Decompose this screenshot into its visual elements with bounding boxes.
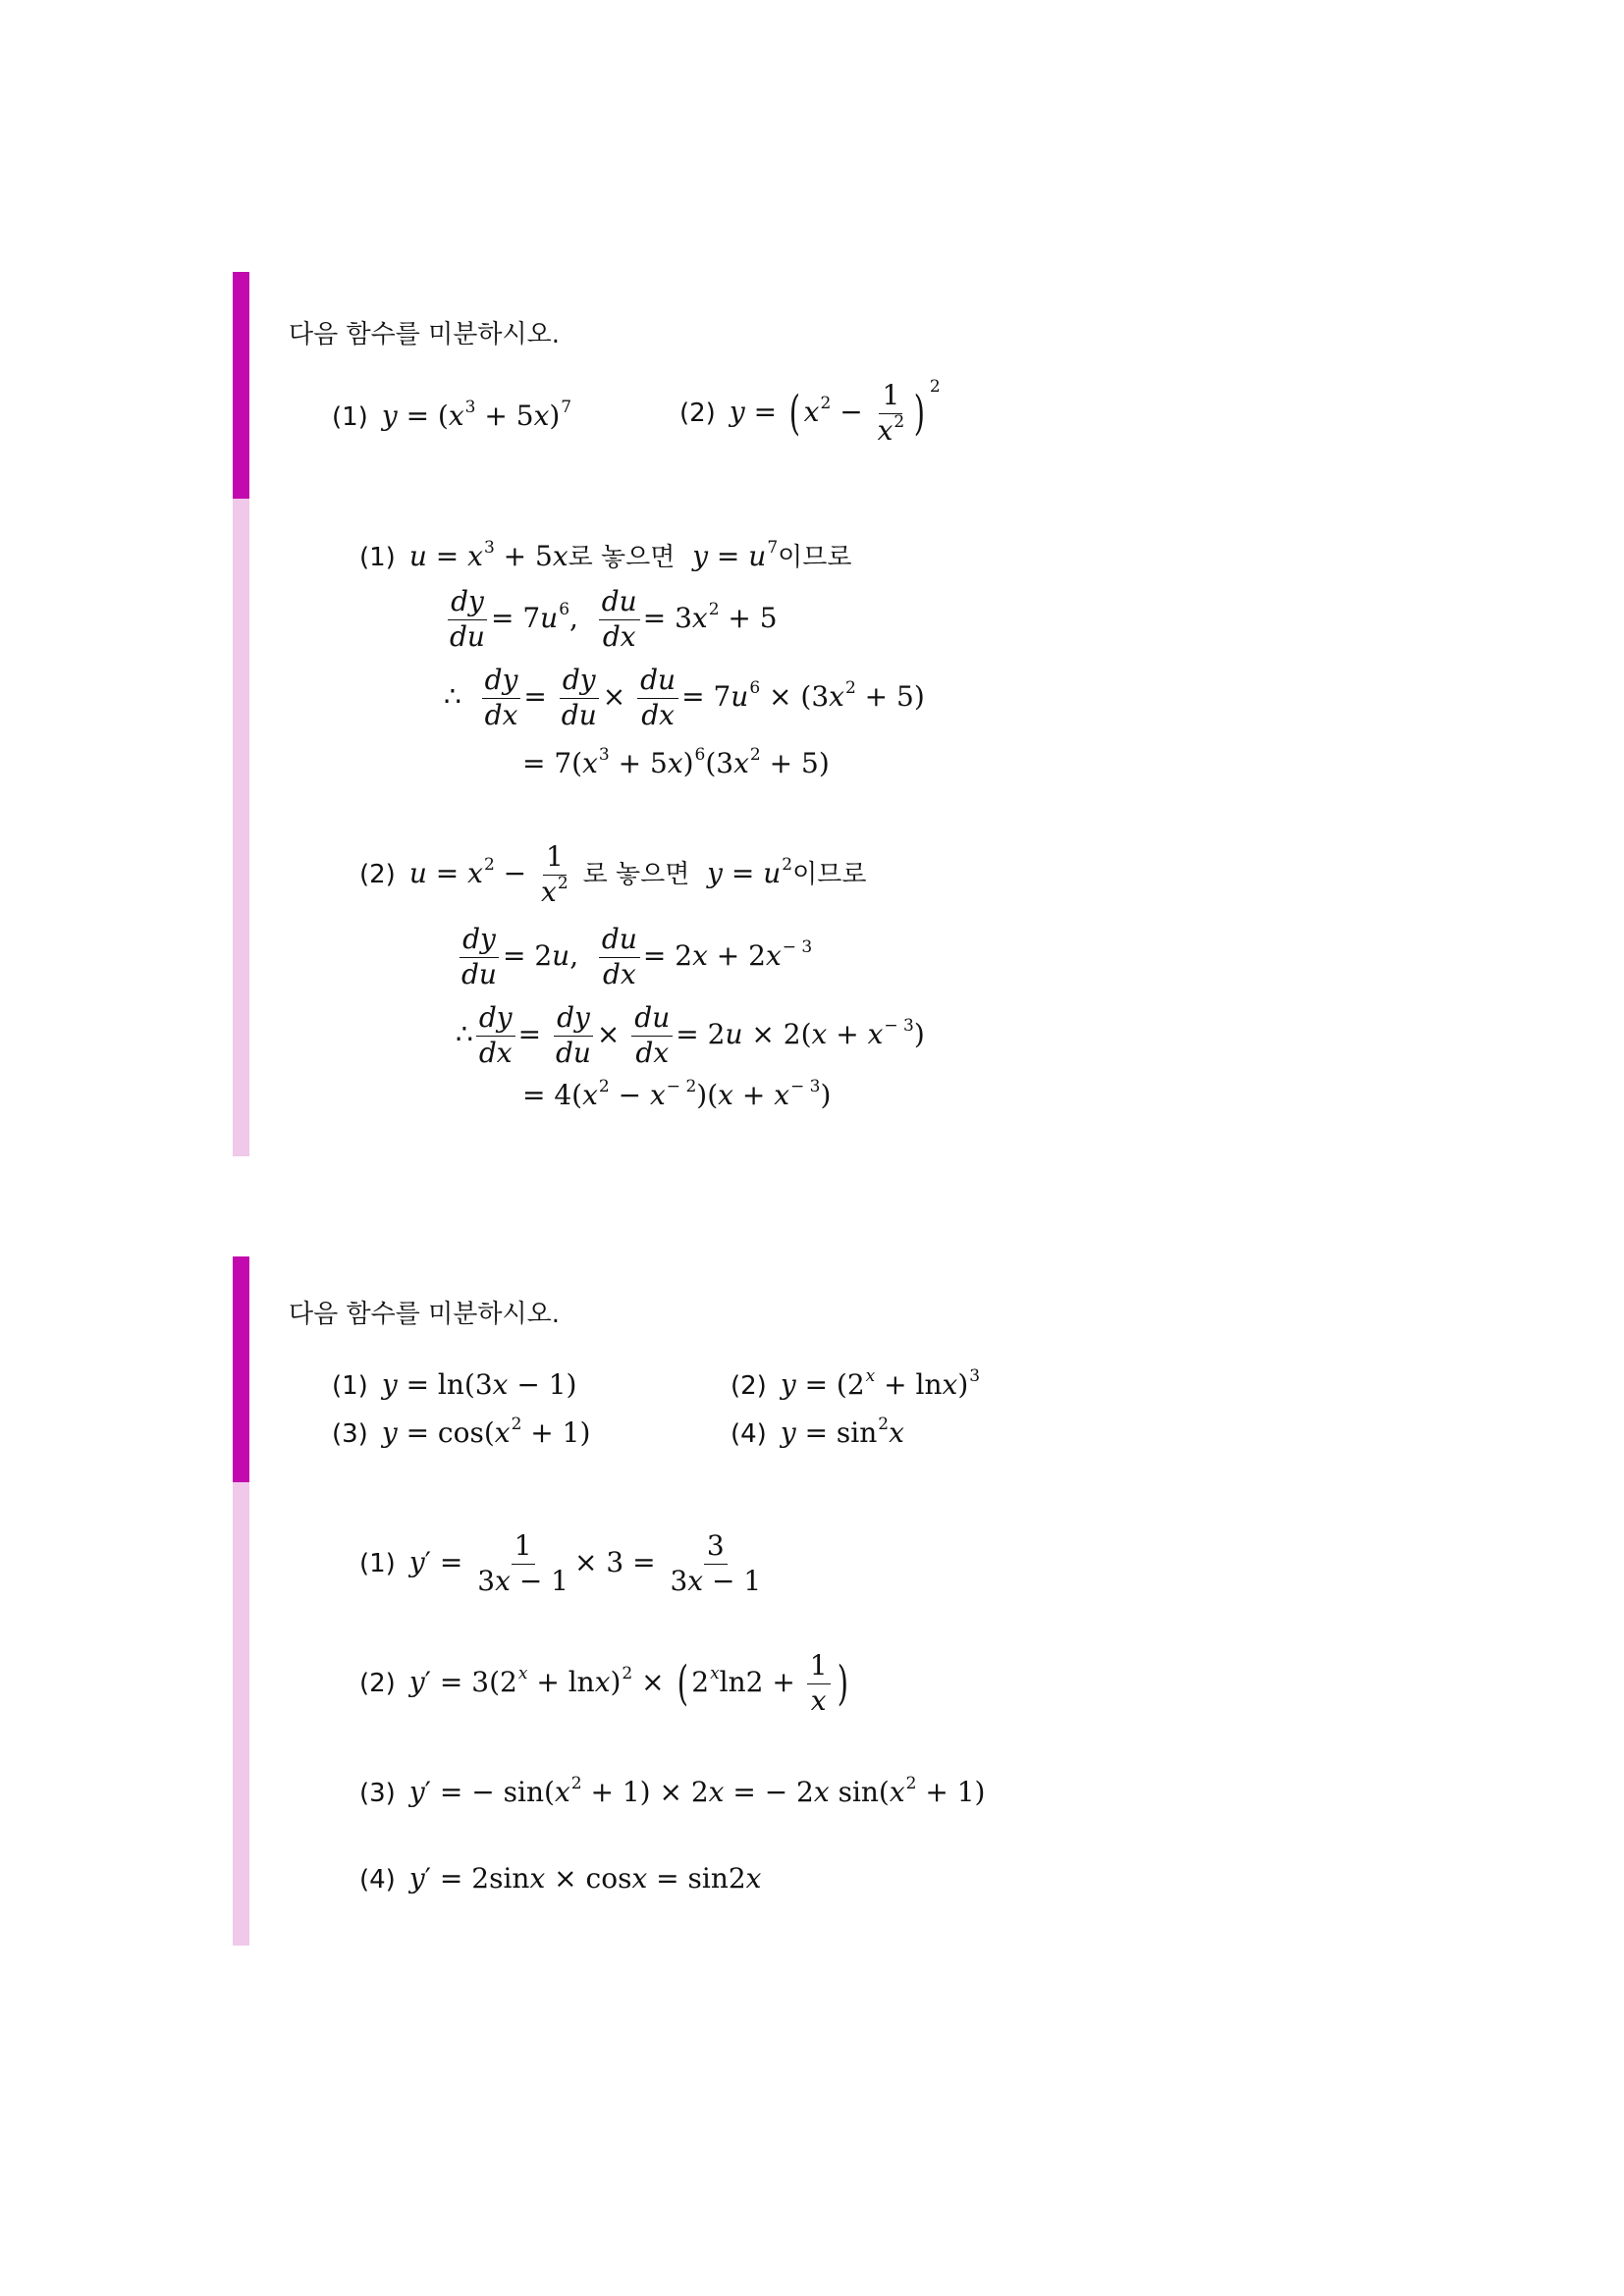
problem-2-item-2: (2) $y = (2^x + \ln x)^3$ [731,1366,981,1401]
solution-1-accent-bar [233,499,249,1156]
problem-1-accent-bar [233,272,249,499]
solution-2-accent-bar [233,1482,249,1946]
solution-2-2: (2) $y' = 3(2^x + \ln x)^2$ × ( $2^x\ln 2$ + $\frac{1}{x}$ ) [359,1649,848,1717]
solution-1-1-line-2: $\frac{dy}{du}$ = $7u^6$, $\frac{du}{dx}$ = $3x^2 + 5$ [450,585,778,653]
problem-1-item-2: (2) y = ( $x^2$ − $\frac{1}{x^2}$ ) $^2$ [679,376,941,447]
problem-2-prompt: 다음 함수를 미분하시오. [289,1300,560,1329]
solution-1-2-line-2: $\frac{dy}{du}$ = 2u, $\frac{du}{dx}$ = $2x + 2x^{- 3}$ [461,923,813,990]
solution-2-1: (1) y′ = $\frac{1}{3x - 1}$ × 3 = $\frac{3}{3x - 1}$ [359,1529,762,1597]
solution-1-2-line-4: = $4(x^2 - x^{- 2})(x + x^{- 3})$ [522,1077,832,1111]
solution-2-3: (3) y′ = − $\sin(x^2 + 1) \times 2x$ = − 2x $\sin(x^2 + 1)$ [359,1774,986,1808]
problem-1-item-1: (1) $y = (x^3 + 5x)^7$ [332,398,572,432]
solution-1-1-line-4: = $7(x^3 + 5x)^6(3x^2 + 5)$ [522,745,830,779]
problem-2-accent-bar [233,1256,249,1482]
problem-2-item-4: (4) $y = \sin^2x$ [731,1415,904,1449]
solution-2-4: (4) y′ = 2sinx × cosx = sin2x [359,1862,762,1895]
problem-2-item-3: (3) $y = \cos(x^2 + 1)$ [332,1415,591,1449]
solution-1-2-line-1: (2) $u = x^2$ − $\frac{1}{x^2}$ 로 놓으면 $y = u^2$이므로 [359,840,867,908]
problem-2-item-1: (1) y = ln(3x − 1) [332,1368,577,1401]
solution-1-1-line-1: (1) $u = x^3 + 5x$로 놓으면 $y = u^7$이므로 [359,538,852,572]
solution-1-2-line-3: ∴ $\frac{dy}{dx}$ = $\frac{dy}{du}$ × $\frac{du}{dx}$ = $2u \times 2(x + x^{- 3})$ [456,1001,925,1069]
solution-1-1-line-3: ∴ $\frac{dy}{dx}$ = $\frac{dy}{du}$ × $\frac{du}{dx}$ = $7u^6 \times (3x^2 + 5)$ [444,664,925,731]
problem-1-prompt: 다음 함수를 미분하시오. [289,320,560,349]
